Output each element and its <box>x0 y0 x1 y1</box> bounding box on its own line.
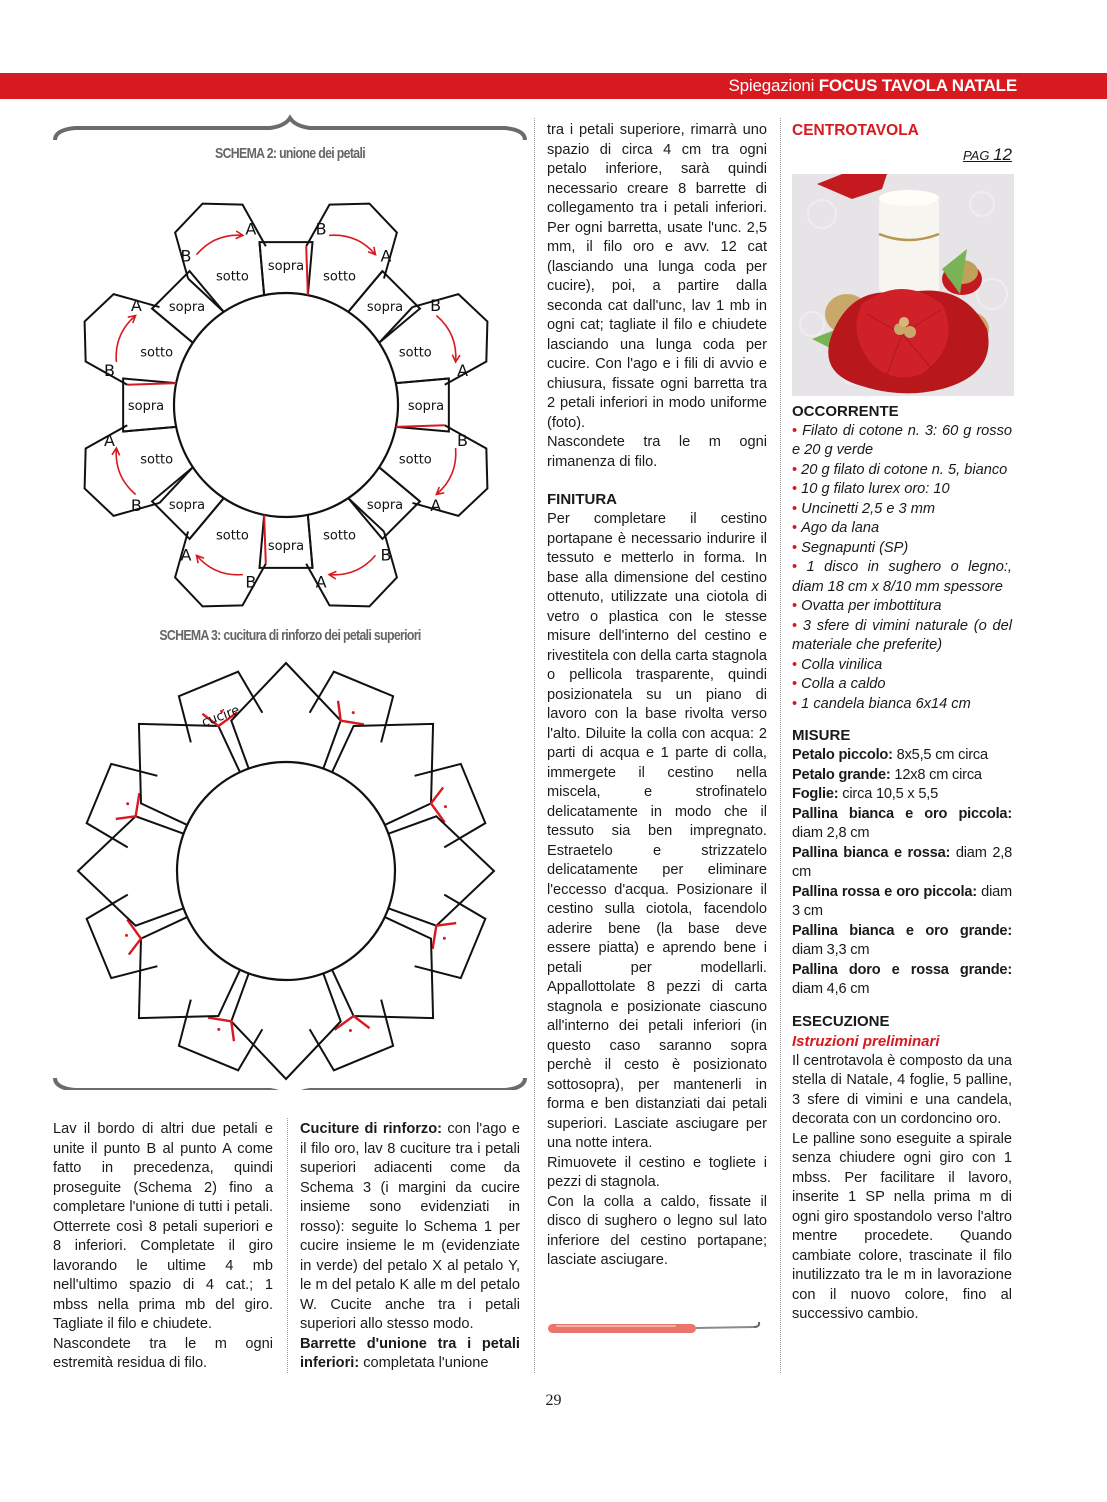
materials-list-item <box>792 597 1012 617</box>
petal-edge <box>306 246 308 295</box>
point-label: B <box>430 295 442 315</box>
measurement-value: 8x5,5 cm circa <box>892 747 988 763</box>
petal-under <box>413 294 488 385</box>
column-divider <box>287 1118 288 1373</box>
centerpiece-photo <box>792 174 1014 396</box>
measurement-item <box>792 922 1012 961</box>
materials-list-item <box>792 480 1012 500</box>
center-circle <box>177 762 395 980</box>
petal-edge <box>264 515 266 564</box>
paragraph: Nascondete tra le m ogni estremità residua di filo. <box>53 1335 273 1371</box>
materials-item-text: 3 sfere di vimini naturale (o del materiale che preferite) <box>792 617 1013 653</box>
measurement-value: diam 2,8 cm <box>792 844 1013 880</box>
page-number: 29 <box>545 1392 562 1409</box>
bullet-icon: • <box>792 500 802 517</box>
measurement-value: diam 3 cm <box>792 883 1012 919</box>
point-label: B <box>380 545 392 565</box>
sew-arrow-icon <box>443 937 446 940</box>
measurement-label: Pallina rossa e oro piccola: <box>792 883 977 900</box>
label-sopra: sopra <box>407 399 445 414</box>
sew-arrow-icon <box>352 711 355 714</box>
measurement-label: Pallina bianca e oro piccola: <box>792 805 1012 822</box>
label-sotto: sotto <box>140 452 174 468</box>
bullet-icon: • <box>792 422 803 439</box>
point-label: A <box>315 572 327 592</box>
petal-under <box>413 425 488 516</box>
paragraph: Il centrotavola è composto da una stella di Natale, 4 foglie, 5 palline, 3 sfere di vimini e una candela, decorata con un cordoncino oro. <box>792 1052 1012 1127</box>
materials-list-item <box>792 500 1012 520</box>
measurement-value: diam 4,6 cm <box>792 981 870 997</box>
materials-item-text: Colla vinilica <box>801 656 883 673</box>
schema3-diagram <box>78 663 494 1079</box>
measurement-label: Pallina doro e rossa grande: <box>792 961 1012 978</box>
section-title <box>728 76 1017 96</box>
point-label: A <box>430 496 442 516</box>
text-column-4 <box>792 121 1012 1325</box>
point-label: B <box>457 431 469 451</box>
materials-item-text: 10 g filato lurex oro: 10 <box>801 481 950 497</box>
measurement-item <box>792 785 1012 805</box>
schema2-diagram <box>85 204 488 607</box>
label-sotto: sotto <box>215 528 249 544</box>
measurement-label: Pallina bianca e oro grande: <box>792 922 1012 939</box>
upper-petal <box>231 663 340 769</box>
bullet-icon: • <box>792 461 802 478</box>
bullet-icon: • <box>792 539 802 556</box>
paragraph: Lav il bordo di altri due petali e unite il punto B al punto A come fatto in precedenza, quindi proseguite (Schema 2) fino a completare l'unione di tutti i petali. Otterrete così 8 petali superiori e 8 inferiori. Completate il giro lavorando le ultime 4 mb nell'ultimo spazio di 4 cat.; 1 mbss nella prima mb del giro. Tagliate il filo e chiudete. <box>53 1121 273 1332</box>
point-label: B <box>103 360 115 380</box>
measurement-label: Petalo grande: <box>792 766 891 783</box>
sew-arrow-icon <box>125 934 128 937</box>
petal-edge <box>123 427 176 432</box>
bullet-icon: • <box>792 481 802 497</box>
materials-item-text: Ago da lana <box>801 520 880 536</box>
istruzioni-subheading: Istruzioni preliminari <box>792 1032 940 1050</box>
point-label: A <box>103 431 115 451</box>
measurement-value: circa 10,5 x 5,5 <box>838 786 939 802</box>
label-cucire: cucire <box>199 702 242 731</box>
paragraph: Con la colla a caldo, fissate il disco di sughero o legno sul lato inferiore del cestino portapane; lasciate asciugare. <box>547 1193 767 1268</box>
bottom-brace <box>55 1078 525 1090</box>
subheading-joining-bars: Barrette d'unione tra i petali inferiori: <box>300 1335 520 1371</box>
point-label: A <box>180 545 192 565</box>
label-sotto: sotto <box>398 452 432 468</box>
paragraph: Le palline sono eseguite a spirale senza chiudere ogni giro con 1 mbss. Per facilitare il lavoro, inserite 1 SP nella prima m di ogni giro spostandolo verso l'altro mentre procedete. Quando cambiate colore, trascinate il filo inutilizzato tra le m in lavorazione con il nuovo colore, fino al successivo cambio. <box>792 1130 1012 1322</box>
point-label: B <box>245 572 257 592</box>
upper-petal <box>231 973 340 1079</box>
measurement-label: Petalo piccolo: <box>792 747 893 763</box>
materials-list-item <box>792 656 1012 676</box>
materials-list-item <box>792 617 1012 656</box>
diagrams-panel <box>0 110 540 1090</box>
paragraph <box>300 1120 520 1335</box>
materials-list-item <box>792 539 1012 559</box>
materials-item-text: Ovatta per imbottitura <box>801 598 942 614</box>
bullet-icon: • <box>792 520 802 536</box>
measurement-label: Foglie: <box>792 786 839 802</box>
centrotavola-heading: CENTROTAVOLA <box>792 122 919 139</box>
bullet-icon: • <box>792 676 802 692</box>
point-label: A <box>245 219 257 239</box>
materials-list-item <box>792 461 1012 481</box>
measurement-item <box>792 844 1012 883</box>
column-divider <box>534 118 535 1373</box>
sew-edge <box>433 923 457 949</box>
occorrente-heading: OCCORRENTE <box>792 402 899 420</box>
bullet-icon: • <box>792 598 802 614</box>
section-label: Spiegazioni <box>728 76 815 95</box>
bullet-icon: • <box>792 617 803 634</box>
sew-arrow-icon <box>217 1028 220 1031</box>
measurement-item <box>792 883 1012 922</box>
subheading-reinforcement-seams: Cuciture di rinforzo: <box>300 1121 442 1137</box>
page-ref-number: 12 <box>993 145 1012 164</box>
top-brace <box>55 118 525 140</box>
materials-item-text: 1 candela bianca 6x14 cm <box>801 695 971 712</box>
paragraph: tra i petali superiore, rimarrà uno spazio di circa 4 cm tra ogni petalo inferiore, sarà quindi necessario creare 8 barrette di collegamento tra i petali inferiori. Per ogni barretta, usate l'unc. 2,5 mm, il filo oro e avv. 12 cat (lasciando una lunga coda per cucire), poi, a partire dalla seconda cat dall'unc, lav 1 mb in ogni cat; tagliate il filo e chiudete lasciando una lunga coda per cucire. Con l'ago e i fili di avvio e chiusura, fissate ogni barretta tra 2 petali inferiori in modo uniforme (foto). <box>547 122 767 431</box>
text-column-1 <box>53 1120 273 1374</box>
materials-item-text: Colla a caldo <box>801 676 886 692</box>
materials-item-text: 20 g filato di cotone n. 5, bianco <box>801 461 1008 478</box>
materials-item-text: 1 disco in sughero o legno:, diam 18 cm x 8/10 mm spessore <box>792 559 1012 595</box>
bullet-icon: • <box>792 559 807 575</box>
paragraph-text: completata l'unione <box>359 1355 489 1371</box>
point-label: B <box>130 496 142 516</box>
measurement-value: diam 2,8 cm <box>792 825 870 841</box>
measurement-item <box>792 961 1012 1000</box>
text-column-2 <box>300 1120 520 1374</box>
label-sopra: sopra <box>366 300 404 316</box>
materials-list-item <box>792 422 1012 461</box>
sew-edge <box>338 701 364 725</box>
center-circle <box>174 293 398 517</box>
measurement-value: diam 3,3 cm <box>792 942 870 958</box>
label-sotto: sotto <box>140 345 174 361</box>
label-sopra: sopra <box>267 539 305 554</box>
measurements-list <box>792 746 1012 1000</box>
upper-petal <box>388 816 494 925</box>
crochet-hook-image <box>546 1318 766 1338</box>
esecuzione-heading: ESECUZIONE <box>792 1012 890 1030</box>
page-reference[interactable] <box>792 145 1012 166</box>
materials-list-item <box>792 519 1012 539</box>
petal-edge <box>308 515 313 568</box>
paragraph-text: con l'ago e il filo oro, lav 8 cuciture tra i petali superiori adiacenti come da Schema 3 (i margini da cucire insieme sono evidenziati in rosso): seguite lo Schema 1 per cucire insieme le m (evidenziate in verde) del petalo X al petalo Y, le m del petalo K alle m del petalo W. Cucite anche tra i petali superiori allo stesso modo. <box>300 1121 521 1332</box>
materials-list <box>792 422 1012 715</box>
petal-under <box>175 204 266 279</box>
bullet-icon: • <box>792 695 802 712</box>
section-heading: FOCUS TAVOLA NATALE <box>818 76 1017 95</box>
materials-item-text: Segnapunti (SP) <box>801 539 909 556</box>
sew-arrow-icon <box>444 805 447 808</box>
petal-edge <box>259 242 264 295</box>
label-sopra: sopra <box>127 399 165 414</box>
label-sotto: sotto <box>398 345 432 361</box>
petal-edge <box>396 425 445 427</box>
sew-edge <box>116 793 140 819</box>
petal-under <box>85 294 160 385</box>
measurement-item <box>792 746 1012 766</box>
petal-edge <box>127 383 176 385</box>
point-label: A <box>380 246 392 266</box>
paragraph: Nascondete tra le m ogni rimanenza di filo. <box>547 434 767 470</box>
petal-under <box>306 204 397 279</box>
page-ref-label: PAG <box>962 148 990 163</box>
label-sopra: sopra <box>267 259 305 274</box>
finitura-heading: FINITURA <box>547 491 617 508</box>
label-sotto: sotto <box>215 269 249 285</box>
measurement-item <box>792 805 1012 844</box>
paragraph: Per completare il cestino portapane è necessario indurire il tessuto e metterlo in forma. In base alla dimensione del cestino ottenuto, utilizzate una ciotola di vetro o plastica con le stesse misure dell'interno del cestino e rivestitela con della carta stagnola o pellicola trasparente, quindi posizionatela su un piano di lavoro con la base rivolta verso l'alto. Diluite la colla con acqua: 2 parti di acqua e 1 parte di colla, immergete il cestino nella miscela, e strofinatelo delicatamente in modo che il tessuto sia ben impregnato. Estraetelo e strizzatelo delicatamente per eliminare l'eccesso d'acqua. Posizionare il cestino sulla ciotola, facendolo aderire bene (la base deve essere piatta) e aprendo bene i petali per modellarli. Appallottolate 8 pezzi di carta stagnola e posizionate ciascuno all'interno dei petali inferiori (in questo caso saranno sopra perchè il cesto è posizionato sottosopra), per mantenerli in forma e ben distanziati dai petali superiori. Lasciate asciugare per una notte intera. <box>547 511 767 1151</box>
paragraph <box>300 1335 520 1374</box>
label-sopra: sopra <box>366 497 404 513</box>
schema3-title: SCHEMA 3: cucitura di rinforzo dei petali superiori <box>159 627 421 644</box>
label-sopra: sopra <box>168 300 206 316</box>
measurement-item <box>792 766 1012 786</box>
label-sopra: sopra <box>168 497 206 513</box>
measurement-value: 12x8 cm circa <box>890 766 982 783</box>
label-sotto: sotto <box>323 528 357 544</box>
point-label: A <box>457 360 469 380</box>
label-sotto: sotto <box>323 269 357 285</box>
petal-edge <box>396 378 449 383</box>
materials-item-text: Uncinetti 2,5 e 3 mm <box>801 500 936 517</box>
sew-edge <box>208 1018 234 1042</box>
section-header-bar <box>0 73 1107 99</box>
text-column-3 <box>547 121 767 1271</box>
materials-list-item <box>792 558 1012 597</box>
measurement-label: Pallina bianca e rossa: <box>792 844 951 861</box>
materials-item-text: Filato di cotone n. 3: 60 g rosso e 20 g verde <box>792 422 1013 458</box>
misure-heading: MISURE <box>792 727 851 744</box>
upper-petal <box>78 816 184 925</box>
column-divider <box>780 118 781 1373</box>
point-label: A <box>130 295 142 315</box>
sew-arrow-icon <box>349 1029 352 1032</box>
schema2-title: SCHEMA 2: unione dei petali <box>215 145 365 162</box>
paragraph: Rimuovete il cestino e togliete i pezzi di stagnola. <box>547 1154 767 1190</box>
point-label: B <box>180 246 192 266</box>
petal-edge <box>379 467 420 501</box>
petal-under <box>85 425 160 516</box>
materials-list-item <box>792 695 1012 715</box>
point-label: B <box>315 219 327 239</box>
materials-list-item <box>792 675 1012 695</box>
bullet-icon: • <box>792 656 802 673</box>
sew-arrow-icon <box>126 802 129 805</box>
